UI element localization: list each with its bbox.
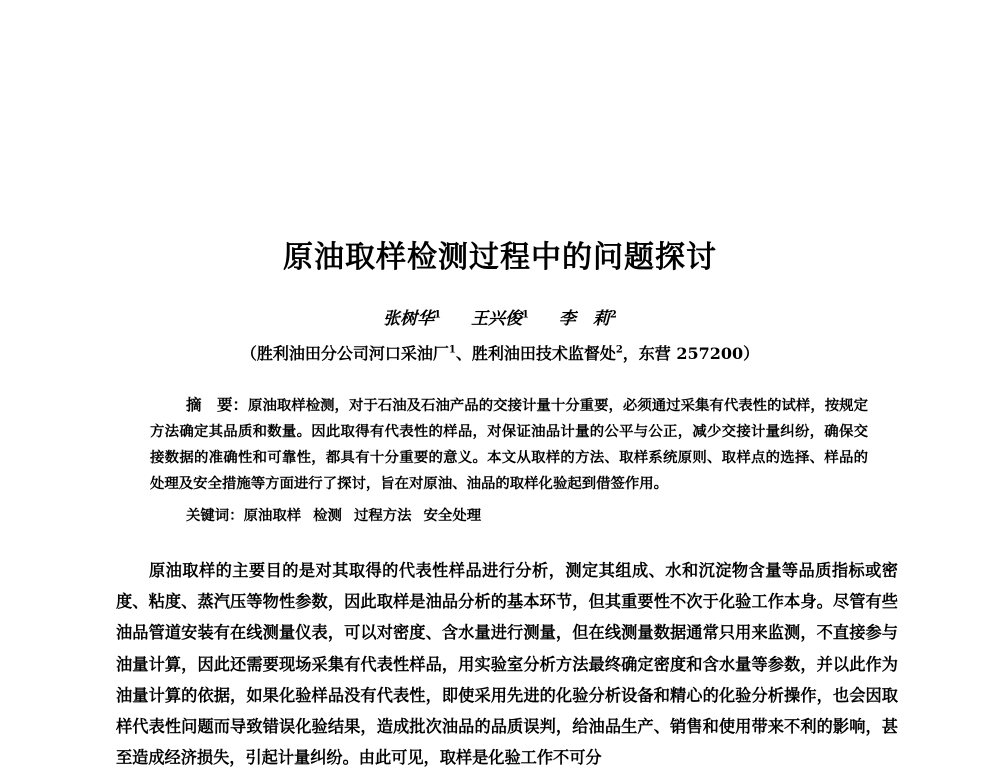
keyword: 检测 bbox=[313, 508, 342, 524]
author-affiliation-mark: 1 bbox=[522, 309, 529, 321]
author-list bbox=[0, 304, 1000, 329]
keyword: 安全处理 bbox=[423, 508, 482, 524]
author-name: 王兴俊 bbox=[471, 309, 523, 329]
author bbox=[559, 304, 617, 329]
body-paragraph: 原油取样的主要目的是对其取得的代表性样品进行分析，测定其组成、水和沉淀物含量等品质指标或密度、粘度、蒸汽压等物性参数，因此取样是油品分析的基本环节，但其重要性不次于化验工作本身。尽管有些油品管道安装有在线测量仪表，可以对密度、含水量进行测量，但在线测量数据通常只用来监测，不直接参与油量计算，因此还需要现场采集有代表性样品，用实验室分析方法最终确定密度和含水量等参数，并以此作为油量计算的依据，如果化验样品没有代表性，即使采用先进的化验分析设备和精心的化验分析操作，也会因取样代表性问题而导致错误化验结果，造成批次油品的品质误判，给油品生产、销售和使用带来不利的影响，甚至造成经济损失，引起计量纠纷。由此可见，取样是化验工作不可分 bbox=[116, 561, 898, 768]
affiliation-part: （胜利油田分公司河口采油厂 bbox=[240, 344, 449, 363]
author-affiliation-mark: 2 bbox=[609, 309, 617, 321]
keyword: 过程方法 bbox=[353, 508, 412, 524]
keywords-label: 关键词： bbox=[186, 508, 244, 524]
author-name: 张树华 bbox=[383, 309, 435, 329]
abstract-text: 原油取样检测，对于石油及石油产品的交接计量十分重要，必须通过采集有代表性的试样，按规定方法确定其品质和数量。因此取得有代表性的样品，对保证油品计量的公平与公正，减少交接计量纠纷，确保交接数据的准确性和可靠性，都具有十分重要的意义。本文从取样的方法、取样系统原则、取样点的选择、样品的处理及安全措施等方面进行了探讨，旨在对原油、油品的取样化验起到借签作用。 bbox=[150, 398, 868, 492]
author-affiliation-mark: 1 bbox=[434, 309, 442, 321]
keywords bbox=[186, 504, 866, 525]
affiliation-part: 、胜利油田技术监督处 bbox=[455, 344, 616, 363]
keyword: 原油取样 bbox=[243, 508, 302, 524]
paper-title: 原油取样检测过程中的问题探讨 bbox=[283, 240, 717, 275]
author-name: 李 莉 bbox=[558, 309, 610, 329]
author bbox=[383, 304, 441, 329]
affiliation bbox=[0, 341, 1000, 364]
abstract bbox=[150, 392, 868, 497]
affiliation-part: ，东营 257200） bbox=[622, 344, 760, 363]
abstract-label: 摘 要： bbox=[186, 396, 249, 414]
affiliation-mark: 2 bbox=[615, 344, 623, 356]
affiliation-mark: 1 bbox=[448, 344, 456, 356]
author bbox=[471, 304, 529, 329]
